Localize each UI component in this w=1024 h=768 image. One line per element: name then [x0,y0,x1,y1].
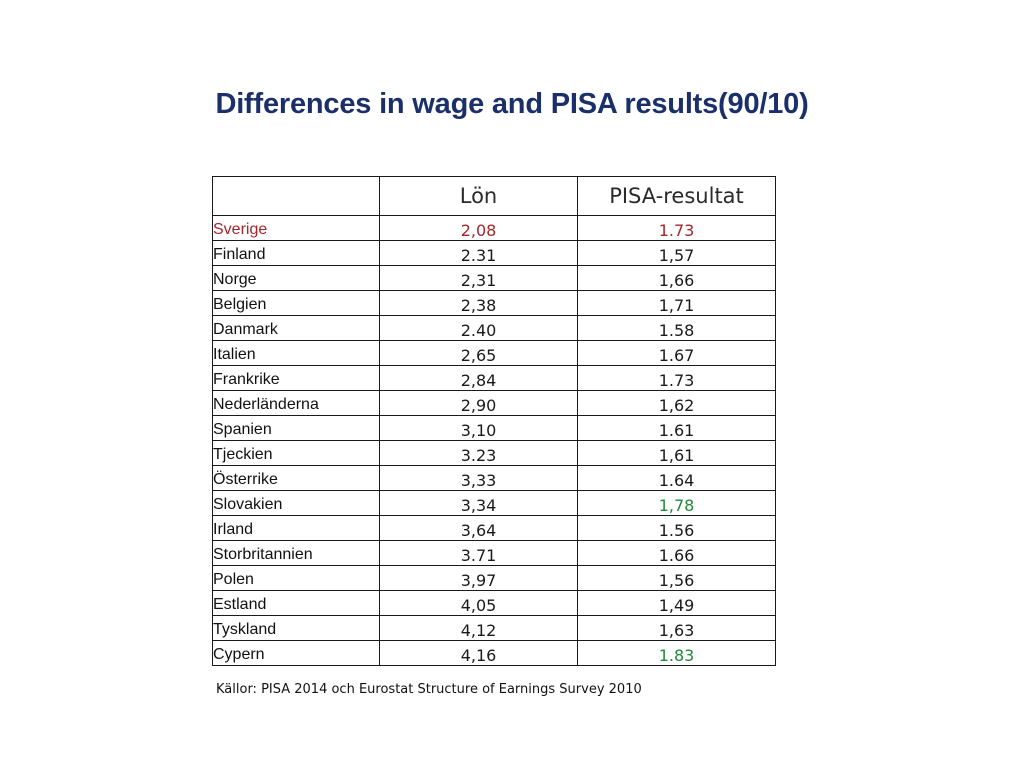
lon-cell: 2,38 [380,291,578,316]
lon-cell: 2,90 [380,391,578,416]
country-cell: Estland [213,591,380,616]
table-row [213,516,776,541]
slide-title: Differences in wage and PISA results(90/10) [215,88,809,120]
lon-cell: 2,84 [380,366,578,391]
country-cell: Sverige [213,216,380,241]
lon-cell: 3,10 [380,416,578,441]
country-cell: Nederländerna [213,391,380,416]
country-cell: Storbritannien [213,541,380,566]
pisa-cell: 1,56 [578,566,776,591]
table-row [213,416,776,441]
table-row [213,616,776,641]
pisa-cell: 1,57 [578,241,776,266]
data-table [212,176,776,666]
country-cell: Belgien [213,291,380,316]
table-row [213,641,776,666]
table-row [213,316,776,341]
country-cell: Norge [213,266,380,291]
lon-cell: 3.23 [380,441,578,466]
table-row [213,241,776,266]
pisa-cell: 1.58 [578,316,776,341]
pisa-cell: 1,78 [578,491,776,516]
pisa-cell: 1.66 [578,541,776,566]
pisa-cell: 1.73 [578,366,776,391]
pisa-cell: 1.67 [578,341,776,366]
lon-cell: 2.31 [380,241,578,266]
table-row [213,541,776,566]
table-row [213,566,776,591]
lon-cell: 2.40 [380,316,578,341]
pisa-cell: 1.61 [578,416,776,441]
lon-cell: 2,08 [380,216,578,241]
table-header-row [213,177,776,216]
country-cell: Tyskland [213,616,380,641]
table-row [213,366,776,391]
lon-cell: 3.71 [380,541,578,566]
country-cell: Irland [213,516,380,541]
pisa-cell: 1.64 [578,466,776,491]
pisa-cell: 1.73 [578,216,776,241]
country-cell: Slovakien [213,491,380,516]
table-row [213,391,776,416]
pisa-cell: 1,62 [578,391,776,416]
lon-cell: 2,65 [380,341,578,366]
header-country [213,177,380,216]
pisa-cell: 1,63 [578,616,776,641]
lon-cell: 3,97 [380,566,578,591]
table-row [213,491,776,516]
country-cell: Finland [213,241,380,266]
table-row [213,341,776,366]
table-row [213,291,776,316]
lon-cell: 4,16 [380,641,578,666]
country-cell: Frankrike [213,366,380,391]
country-cell: Italien [213,341,380,366]
header-lon: Lön [380,177,578,216]
table-row [213,441,776,466]
pisa-cell: 1,61 [578,441,776,466]
lon-cell: 3,34 [380,491,578,516]
lon-cell: 4,12 [380,616,578,641]
pisa-cell: 1.83 [578,641,776,666]
header-pisa: PISA-resultat [578,177,776,216]
table-row [213,591,776,616]
lon-cell: 3,64 [380,516,578,541]
country-cell: Cypern [213,641,380,666]
pisa-cell: 1,49 [578,591,776,616]
pisa-cell: 1,66 [578,266,776,291]
table-row [213,266,776,291]
pisa-cell: 1,71 [578,291,776,316]
country-cell: Österrike [213,466,380,491]
country-cell: Tjeckien [213,441,380,466]
lon-cell: 3,33 [380,466,578,491]
table-row [213,216,776,241]
pisa-cell: 1.56 [578,516,776,541]
lon-cell: 2,31 [380,266,578,291]
country-cell: Polen [213,566,380,591]
country-cell: Danmark [213,316,380,341]
country-cell: Spanien [213,416,380,441]
table-body [213,216,776,666]
table-row [213,466,776,491]
source-note: Källor: PISA 2014 och Eurostat Structure of Earnings Survey 2010 [216,682,642,697]
lon-cell: 4,05 [380,591,578,616]
